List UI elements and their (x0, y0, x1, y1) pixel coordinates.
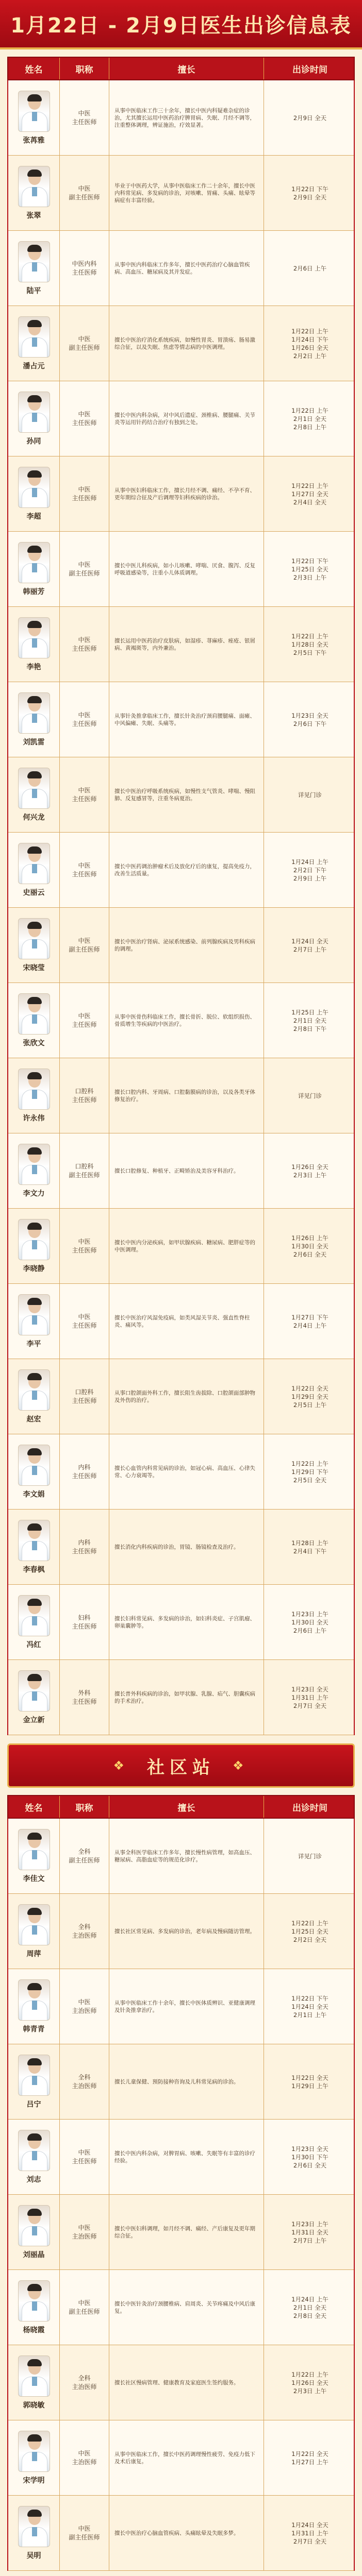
doctor-specialty: 擅长运用中医药治疗皮肤病，如湿疹、荨麻疹、痤疮、银屑病、黄褐斑等，内外兼治。 (109, 607, 264, 682)
doctor-cell (8, 156, 60, 230)
doctor-specialty: 擅长中医治疗风湿免疫病，如类风湿关节炎、强直性脊柱炎、痛风等。 (109, 1284, 264, 1359)
doctor-title: 中医 副主任医师 (60, 306, 109, 381)
table-row (8, 532, 354, 607)
doctor-title: 中医 副主任医师 (60, 2270, 109, 2345)
doctor-specialty: 从事针灸推拿临床工作，擅长针灸治疗颈肩腰腿痛、面瘫、中风偏瘫、失眠、头痛等。 (109, 682, 264, 757)
doctor-photo (18, 1670, 50, 1711)
table-row (8, 231, 354, 306)
doctor-schedule: 2月9日 全天 (293, 114, 327, 122)
doctor-name: 李佳文 (23, 1874, 45, 1883)
doctor-specialty: 从事中医临床工作三十余年，擅长中医内科疑难杂症的诊治，尤其擅长运用中医药治疗脾胃病、失眠、月经不调等，注重整体调理，辨证施治，疗效显著。 (109, 80, 264, 155)
table-row (8, 156, 354, 231)
doctor-cell (8, 1819, 60, 1893)
doctor-specialty: 擅长中医内科杂病，对中风后遗症、颈椎病、腰腿痛、关节炎等运用针药结合治疗有独到之处。 (109, 381, 264, 456)
doctor-cell (8, 1894, 60, 1969)
doctor-title: 中医 主任医师 (60, 757, 109, 832)
doctor-cell (8, 1660, 60, 1735)
doctor-name: 吴明 (26, 2551, 41, 2560)
doctor-cell (8, 908, 60, 982)
doctor-cell (8, 80, 60, 155)
doctor-specialty: 擅长中医儿科疾病，如小儿咳嗽、哮喘、厌食、腹泻、反复呼吸道感染等，注重小儿体质调理。 (109, 532, 264, 606)
doctor-photo (18, 768, 50, 809)
doctor-photo (18, 617, 50, 658)
doctor-schedule: 1月22日 上午 1月28日 全天 2月5日 下午 (291, 632, 328, 656)
doctor-name: 吕宁 (26, 2100, 41, 2109)
table-row (8, 306, 354, 381)
doctor-specialty: 擅长普外科疾病的诊治，如甲状腺、乳腺、疝气、胆囊疾病的手术治疗。 (109, 1660, 264, 1735)
doctor-title: 中医 副主任医师 (60, 532, 109, 606)
doctor-schedule: 1月23日 全天 1月30日 下午 2月6日 全天 (291, 2145, 328, 2169)
doctor-specialty: 擅长中医治疗消化系统疾病，如慢性胃炎、胃溃疡、肠易激综合征，以及失眠、焦虑等情志病的中医调理。 (109, 306, 264, 381)
doctor-title: 全科 副主任医师 (60, 1819, 109, 1893)
table-row (8, 2195, 354, 2270)
doctor-name: 赵宏 (26, 1415, 41, 1423)
doctor-specialty: 从事中医妇科临床工作，擅长月经不调、痛经、不孕不育、更年期综合征及产后调理等妇科疾病的诊治。 (109, 456, 264, 531)
community-section-banner (7, 1743, 355, 1788)
doctor-schedule: 1月24日 上午 2月1日 全天 2月8日 全天 (291, 2295, 328, 2319)
header-schedule: 出诊时间 (292, 64, 327, 75)
doctor-photo (18, 542, 50, 583)
community-header-specialty: 擅长 (109, 1796, 264, 1818)
doctor-name: 金立新 (23, 1716, 45, 1724)
doctor-name: 潘占元 (23, 362, 45, 370)
doctor-title: 中医 主任医师 (60, 1209, 109, 1283)
doctor-schedule: 1月23日 上午 1月31日 全天 2月7日 上午 (291, 2220, 328, 2244)
doctor-title: 全科 主治医师 (60, 2044, 109, 2119)
table-row (8, 1585, 354, 1660)
table-row (8, 2044, 354, 2120)
doctor-photo (18, 1369, 50, 1411)
doctor-specialty: 从事中医骨伤科临床工作，擅长骨折、脱位、软组织损伤、骨质增生等疾病的中医治疗。 (109, 983, 264, 1058)
doctor-specialty: 擅长口腔内科、牙周病、口腔黏膜病的诊治，以及各类牙体修复治疗。 (109, 1058, 264, 1133)
doctor-schedule: 1月22日 全天 1月29日 全天 2月5日 上午 (291, 1384, 328, 1409)
doctor-schedule: 1月24日 全天 1月31日 上午 2月7日 全天 (291, 2521, 328, 2545)
doctor-photo (18, 918, 50, 959)
doctor-photo (18, 241, 50, 282)
doctor-specialty: 擅长中医内科杂病，对脾胃病、咳嗽、失眠等有丰富的诊疗经验。 (109, 2120, 264, 2194)
doctor-photo (18, 91, 50, 132)
doctor-cell (8, 381, 60, 456)
table-row (8, 1284, 354, 1359)
table-row (8, 983, 354, 1058)
doctor-title: 内科 主任医师 (60, 1434, 109, 1509)
doctor-schedule: 1月23日 上午 1月30日 全天 2月6日 上午 (291, 1610, 328, 1634)
doctor-photo (18, 2280, 50, 2321)
doctor-schedule: 1月22日 全天 1月27日 上午 (291, 2450, 328, 2466)
doctor-specialty: 擅长中医治疗心脑血管疾病、头痛眩晕及失眠多梦。 (109, 2496, 264, 2570)
doctor-schedule: 2月6日 上午 (293, 264, 327, 272)
table-row (8, 1819, 354, 1894)
doctor-schedule: 1月28日 上午 2月4日 下午 (291, 1539, 328, 1555)
doctor-cell (8, 2345, 60, 2420)
doctor-specialty: 擅长中医药调治肿瘤术后及放化疗后的康复，提高免疫力，改善生活质量。 (109, 833, 264, 907)
doctor-name: 韩丽芳 (23, 587, 45, 596)
doctor-cell (8, 1209, 60, 1283)
doctor-cell (8, 1359, 60, 1434)
doctor-name: 许永伟 (23, 1114, 45, 1123)
doctor-photo (18, 692, 50, 734)
doctor-cell (8, 1434, 60, 1509)
header-name: 姓名 (8, 58, 60, 79)
doctor-name: 李春枫 (23, 1565, 45, 1574)
doctor-schedule: 1月24日 全天 2月7日 上午 (291, 937, 328, 953)
doctor-name: 张翠 (26, 211, 41, 220)
doctor-specialty: 擅长心血管内科常见病的诊治，如冠心病、高血压、心律失常、心力衰竭等。 (109, 1434, 264, 1509)
doctor-name: 郭晓敏 (23, 2401, 45, 2410)
page-banner (0, 0, 362, 49)
doctor-schedule: 1月22日 上午 1月25日 全天 2月2日 全天 (291, 1919, 328, 1943)
table-row (8, 80, 354, 156)
doctor-photo (18, 2506, 50, 2547)
doctor-photo (18, 1979, 50, 2021)
doctor-title: 中医 主任医师 (60, 682, 109, 757)
doctor-title: 中医 主任医师 (60, 833, 109, 907)
doctor-cell (8, 1510, 60, 1584)
doctor-name: 李文力 (23, 1189, 45, 1198)
doctor-photo (18, 993, 50, 1035)
community-table-header (7, 1795, 355, 1819)
doctor-cell (8, 2270, 60, 2345)
doctor-title: 中医 主任医师 (60, 1284, 109, 1359)
doctor-title: 中医 主任医师 (60, 983, 109, 1058)
doctor-cell (8, 607, 60, 682)
doctor-name: 宋晓莹 (23, 963, 45, 972)
doctor-name: 李晓静 (23, 1264, 45, 1273)
doctor-specialty: 擅长中医内分泌疾病，如甲状腺疾病、糖尿病、肥胖症等的中医调理。 (109, 1209, 264, 1283)
doctor-title: 口腔科 副主任医师 (60, 1133, 109, 1208)
doctor-name: 孙同 (26, 437, 41, 446)
doctor-name: 周萍 (26, 1950, 41, 1958)
table-row (8, 1660, 354, 1735)
doctor-cell (8, 1585, 60, 1659)
doctor-photo (18, 843, 50, 884)
header-title: 职称 (60, 58, 109, 79)
doctor-specialty: 擅长社区常见病、多发病的诊治，老年病及慢病随访管理。 (109, 1894, 264, 1969)
table-row (8, 2270, 354, 2345)
doctor-specialty: 擅长妇科常见病、多发病的诊治，如妇科炎症、子宫肌瘤、卵巢囊肿等。 (109, 1585, 264, 1659)
doctor-photo (18, 2205, 50, 2246)
doctor-schedule: 1月22日 全天 1月29日 上午 (291, 2074, 328, 2090)
doctor-schedule: 1月24日 上午 2月2日 下午 2月9日 上午 (291, 858, 328, 882)
doctor-title: 中医 副主任医师 (60, 156, 109, 230)
doctor-cell (8, 682, 60, 757)
doctor-schedule: 1月22日 上午 1月29日 下午 2月5日 全天 (291, 1460, 328, 1484)
doctor-specialty: 擅长社区慢病管理、健康教育及家庭医生签约服务。 (109, 2345, 264, 2420)
community-header-title: 职称 (60, 1796, 109, 1818)
doctor-schedule: 1月26日 全天 2月3日 上午 (291, 1163, 328, 1179)
table-row (8, 2496, 354, 2571)
community-schedule-table (0, 1795, 362, 2571)
table-row (8, 1434, 354, 1510)
doctor-schedule: 1月22日 上午 1月26日 全天 2月3日 上午 (291, 2370, 328, 2395)
doctor-name: 李艳 (26, 663, 41, 671)
doctor-name: 何兴龙 (23, 813, 45, 822)
table-row (8, 1510, 354, 1585)
doctor-title: 全科 主治医师 (60, 2345, 109, 2420)
doctor-photo (18, 467, 50, 508)
doctor-title: 中医 主任医师 (60, 2120, 109, 2194)
table-row (8, 1058, 354, 1133)
doctor-title: 内科 主任医师 (60, 1510, 109, 1584)
doctor-schedule: 详见门诊 (298, 1092, 322, 1099)
community-title: 社区站 (147, 1757, 215, 1778)
doctor-schedule: 1月26日 上午 1月30日 全天 2月6日 全天 (291, 1234, 328, 1258)
doctor-title: 口腔科 主任医师 (60, 1359, 109, 1434)
ornament-left-icon: ❖ (113, 1758, 129, 1773)
doctor-photo (18, 166, 50, 207)
doctor-specialty: 从事全科医学临床工作多年，擅长慢性病管理，如高血压、糖尿病、高脂血症等的规范化诊疗。 (109, 1819, 264, 1893)
hospital-rows (7, 80, 355, 1735)
doctor-photo (18, 1219, 50, 1260)
table-row (8, 381, 354, 456)
header-specialty: 擅长 (109, 58, 264, 79)
doctor-schedule: 1月22日 上午 1月27日 全天 2月4日 全天 (291, 482, 328, 506)
table-row (8, 1209, 354, 1284)
doctor-title: 妇科 主任医师 (60, 1585, 109, 1659)
doctor-cell (8, 532, 60, 606)
doctor-specialty: 擅长口腔修复、种植牙、正畸矫治及美容牙科治疗。 (109, 1133, 264, 1208)
doctor-photo (18, 1294, 50, 1335)
doctor-schedule: 1月25日 上午 2月1日 全天 2月8日 下午 (291, 1008, 328, 1032)
table-header (7, 57, 355, 80)
doctor-title: 中医内科 主任医师 (60, 231, 109, 306)
doctor-title: 口腔科 主任医师 (60, 1058, 109, 1133)
table-row (8, 456, 354, 532)
table-row (8, 908, 354, 983)
doctor-schedule: 1月22日 上午 2月1日 全天 2月8日 上午 (291, 406, 328, 431)
doctor-schedule: 1月22日 下午 2月9日 全天 (291, 185, 328, 201)
doctor-photo (18, 2355, 50, 2397)
doctor-cell (8, 1969, 60, 2044)
doctor-title: 中医 主任医师 (60, 456, 109, 531)
doctor-name: 史丽云 (23, 888, 45, 897)
doctor-name: 冯红 (26, 1640, 41, 1649)
doctor-schedule: 1月22日 下午 1月25日 全天 2月3日 上午 (291, 557, 328, 581)
table-row (8, 833, 354, 908)
doctor-schedule: 1月27日 下午 2月4日 上午 (291, 1313, 328, 1329)
doctor-title: 中医 主治医师 (60, 1969, 109, 2044)
community-header-name: 姓名 (8, 1796, 60, 1818)
community-rows (7, 1819, 355, 2571)
doctor-schedule: 1月23日 全天 1月31日 上午 2月7日 全天 (291, 1685, 328, 1709)
doctor-cell (8, 2496, 60, 2570)
doctor-name: 张欣文 (23, 1039, 45, 1047)
doctor-specialty: 毕业于中医药大学，从事中医临床工作二十余年，擅长中医内科常见病、多发病的诊治，对咳嗽、胃痛、头痛、眩晕等病症有丰富经验。 (109, 156, 264, 230)
doctor-specialty: 擅长中医治疗呼吸系统疾病，如慢性支气管炎、哮喘、慢阻肺、反复感冒等，注重冬病夏治。 (109, 757, 264, 832)
doctor-cell (8, 833, 60, 907)
doctor-photo (18, 1595, 50, 1636)
doctor-cell (8, 2044, 60, 2119)
doctor-schedule: 1月22日 下午 1月24日 全天 2月1日 上午 (291, 1994, 328, 2019)
doctor-name: 刘志 (26, 2175, 41, 2184)
table-row (8, 682, 354, 757)
ornament-right-icon: ❖ (233, 1758, 249, 1773)
doctor-cell (8, 2120, 60, 2194)
doctor-specialty: 擅长消化内科疾病的诊治，胃镜、肠镜检查及治疗。 (109, 1510, 264, 1584)
doctor-photo (18, 2055, 50, 2096)
doctor-photo (18, 392, 50, 433)
table-row (8, 757, 354, 833)
table-row (8, 2420, 354, 2496)
community-header-schedule: 出诊时间 (292, 1803, 327, 1814)
doctor-name: 杨晓霞 (23, 2326, 45, 2334)
doctor-specialty: 从事口腔颌面外科工作，擅长阻生齿拔除、口腔颌面部肿物及外伤的治疗。 (109, 1359, 264, 1434)
doctor-photo (18, 1904, 50, 1945)
doctor-name: 刘丽晶 (23, 2250, 45, 2259)
doctor-name: 李文娟 (23, 1490, 45, 1499)
doctor-specialty: 擅长中医针灸治疗颈腰椎病、肩周炎、关节疼痛及中风后康复。 (109, 2270, 264, 2345)
doctor-name: 李平 (26, 1340, 41, 1348)
table-row (8, 1359, 354, 1434)
doctor-title: 中医 主任医师 (60, 381, 109, 456)
doctor-photo (18, 316, 50, 358)
doctor-photo (18, 1829, 50, 1870)
doctor-specialty: 从事中医临床工作，擅长中医药调理慢性疲劳、免疫力低下及术后康复。 (109, 2420, 264, 2495)
doctor-schedule: 详见门诊 (298, 1852, 322, 1860)
table-row (8, 2120, 354, 2195)
doctor-schedule: 1月23日 全天 2月6日 下午 (291, 711, 328, 727)
doctor-specialty: 擅长中医治疗肾病、泌尿系统感染、前列腺疾病及男科疾病的调理。 (109, 908, 264, 982)
doctor-cell (8, 2420, 60, 2495)
doctor-cell (8, 1058, 60, 1133)
doctor-title: 中医 副主任医师 (60, 2496, 109, 2570)
hospital-schedule-table (0, 49, 362, 1735)
doctor-cell (8, 1133, 60, 1208)
doctor-cell (8, 456, 60, 531)
doctor-title: 中医 主任医师 (60, 607, 109, 682)
doctor-title: 外科 主任医师 (60, 1660, 109, 1735)
doctor-name: 刘凯雷 (23, 738, 45, 747)
table-row (8, 1894, 354, 1969)
doctor-title: 中医 副主任医师 (60, 908, 109, 982)
doctor-title: 中医 主治医师 (60, 2420, 109, 2495)
table-row (8, 2345, 354, 2420)
doctor-name: 张苒雅 (23, 136, 45, 145)
doctor-cell (8, 983, 60, 1058)
doctor-photo (18, 1445, 50, 1486)
table-row (8, 1133, 354, 1209)
doctor-name: 韩青青 (23, 2025, 45, 2033)
doctor-specialty: 从事中医临床工作十余年，擅长中医体质辨识、亚健康调理及针灸推拿治疗。 (109, 1969, 264, 2044)
doctor-schedule: 详见门诊 (298, 791, 322, 799)
doctor-specialty: 擅长儿童保健、预防接种咨询及儿科常见病的诊治。 (109, 2044, 264, 2119)
doctor-schedule: 1月22日 上午 1月24日 下午 1月26日 全天 2月2日 上午 (291, 327, 328, 360)
doctor-cell (8, 1284, 60, 1359)
doctor-photo (18, 2431, 50, 2472)
doctor-cell (8, 2195, 60, 2269)
doctor-name: 李超 (26, 512, 41, 521)
table-row (8, 1969, 354, 2044)
doctor-name: 宋学明 (23, 2476, 45, 2485)
doctor-cell (8, 757, 60, 832)
doctor-photo (18, 1144, 50, 1185)
doctor-title: 中医 主治医师 (60, 2195, 109, 2269)
doctor-cell (8, 231, 60, 306)
doctor-photo (18, 1069, 50, 1110)
page-title: 1月22日 - 2月9日医生出诊信息表 (10, 13, 352, 38)
doctor-title: 全科 主治医师 (60, 1894, 109, 1969)
doctor-specialty: 擅长中医妇科调理，如月经不调、痛经、产后康复及更年期综合征。 (109, 2195, 264, 2269)
doctor-specialty: 从事中医内科临床工作多年，擅长中医药治疗心脑血管疾病、高血压、糖尿病及其并发症。 (109, 231, 264, 306)
table-row (8, 607, 354, 682)
doctor-cell (8, 306, 60, 381)
doctor-photo (18, 1520, 50, 1561)
doctor-photo (18, 2130, 50, 2171)
doctor-title: 中医 主任医师 (60, 80, 109, 155)
doctor-name: 陆平 (26, 286, 41, 295)
